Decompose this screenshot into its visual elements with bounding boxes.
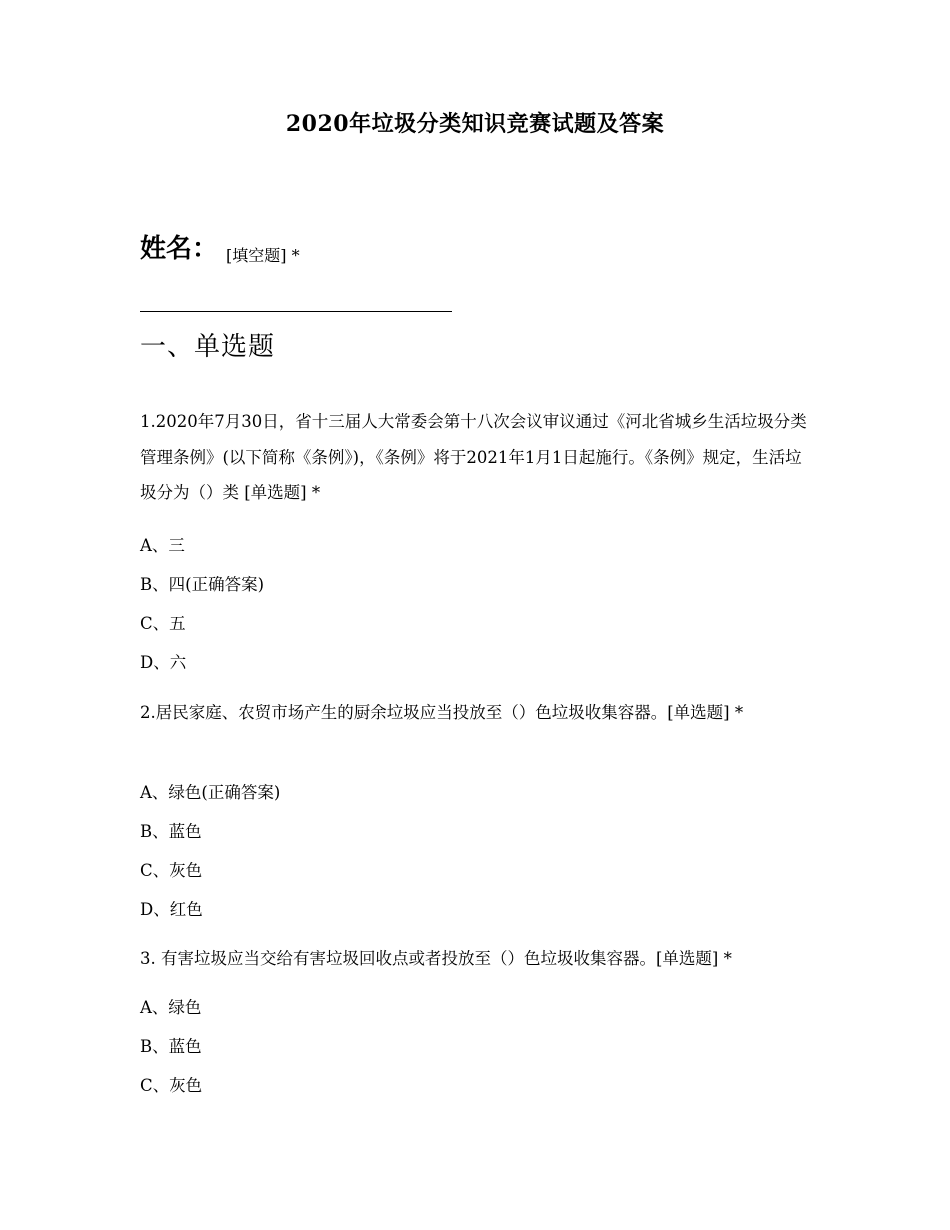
question-1-option-d[interactable]: D、六 [140, 653, 187, 672]
question-2-text: 2.居民家庭、农贸市场产生的厨余垃圾应当投放至（）色垃圾收集容器。[单选题] * [140, 703, 744, 722]
question-2-option-d[interactable]: D、红色 [140, 900, 203, 919]
question-1-option-b[interactable]: B、四(正确答案) [140, 575, 264, 594]
question-3-text: 3. 有害垃圾应当交给有害垃圾回收点或者投放至（）色垃圾收集容器。[单选题] * [140, 949, 732, 968]
section-title: 一、单选题 [140, 332, 276, 362]
question-2-option-b[interactable]: B、蓝色 [140, 822, 202, 841]
question-2-option-c[interactable]: C、灰色 [140, 861, 203, 880]
name-field-type: [填空题] * [226, 246, 300, 265]
question-2-option-a[interactable]: A、绿色(正确答案) [140, 783, 281, 802]
question-1-option-a[interactable]: A、三 [140, 536, 185, 555]
page-title: 2020年垃圾分类知识竞赛试题及答案 [285, 111, 665, 137]
question-3-option-b[interactable]: B、蓝色 [140, 1037, 202, 1056]
question-1-option-c[interactable]: C、五 [140, 614, 186, 633]
question-3-option-c[interactable]: C、灰色 [140, 1076, 203, 1095]
question-3-option-a[interactable]: A、绿色 [140, 998, 202, 1017]
question-1-text: 1.2020年7月30日，省十三届人大常委会第十八次会议审议通过《河北省城乡生活垃圾分类管理条例》(以下简称《条例》)，《条例》将于2021年1月1日起施行。《条例》规定，生活垃圾分为（）类 [单选题] * [140, 412, 807, 502]
name-field [140, 228, 300, 265]
name-blank-line[interactable] [140, 311, 452, 312]
name-label: 姓名： [140, 234, 219, 264]
